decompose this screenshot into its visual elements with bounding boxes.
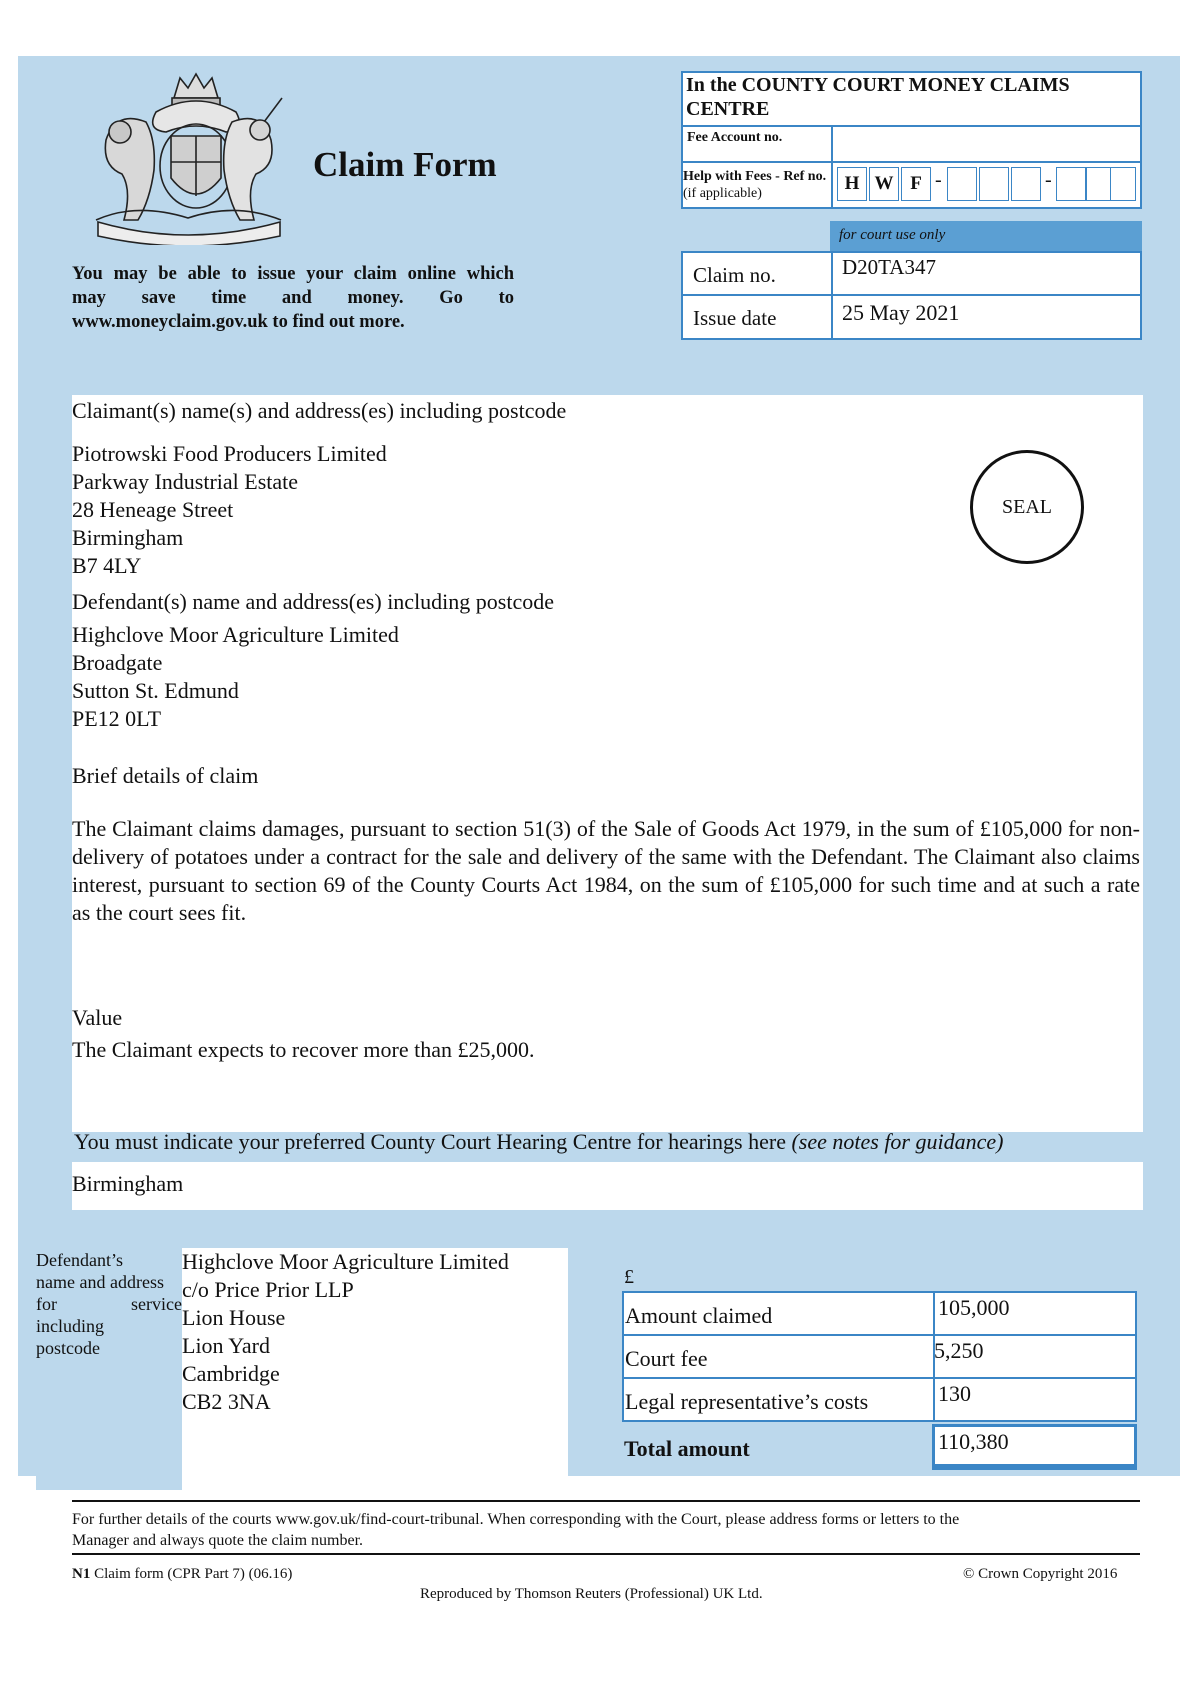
fee-account-input[interactable] <box>835 127 1140 161</box>
claimant-line: B7 4LY <box>72 553 142 578</box>
hwf-divider <box>831 163 833 207</box>
defendant-line: Highclove Moor Agriculture Limited <box>72 622 399 647</box>
court-seal: SEAL <box>970 450 1084 564</box>
for-court-use-header: for court use only <box>830 221 1142 251</box>
service-label-line: postcode <box>36 1338 100 1358</box>
service-label-line: Defendant’s <box>36 1250 123 1270</box>
service-line: CB2 3NA <box>182 1389 271 1414</box>
hwf-digit-6[interactable] <box>1110 167 1136 201</box>
service-address-box[interactable] <box>182 1248 568 1494</box>
help-with-fees-row <box>681 161 1142 209</box>
footer-rule-bottom <box>72 1553 1140 1555</box>
fee-account-divider <box>831 127 833 161</box>
copyright-notice: © Crown Copyright 2016 <box>963 1566 1118 1582</box>
service-line: Lion House <box>182 1305 286 1330</box>
hwf-dash-2: - <box>1045 169 1052 191</box>
hearing-prompt-guidance: (see notes for guidance) <box>791 1129 1004 1154</box>
form-code-rest: Claim form (CPR Part 7) (06.16) <box>94 1566 293 1582</box>
issue-date-value: 25 May 2021 <box>842 300 960 325</box>
fee-account-row <box>681 125 1142 163</box>
claimant-heading: Claimant(s) name(s) and address(es) including postcode <box>72 398 567 423</box>
service-label-line: for service <box>36 1294 182 1314</box>
service-line: c/o Price Prior LLP <box>182 1277 354 1302</box>
hwf-digit-2[interactable] <box>979 167 1009 201</box>
footer-note-line-1: For further details of the courts www.gov.uk/find-court-tribunal. When corresponding with the Court, please address forms or letters to the <box>72 1511 960 1528</box>
brief-details-text: The Claimant claims damages, pursuant to section 51(3) of the Sale of Goods Act 1979, in the sum of £105,000 for non-delivery of potatoes under a contract for the sale and delivery of the same with the Defendant. The Claimant also claims interest, pursuant to section 69 of the County Courts Act 1984, on the sum of £105,000 for such time and at such a rate as the court sees fit. <box>72 816 1140 925</box>
hwf-char-f: F <box>901 167 931 201</box>
hearing-centre-prompt <box>74 1128 1003 1156</box>
value-heading: Value <box>72 1005 123 1030</box>
value-text: The Claimant expects to recover more than £25,000. <box>72 1037 535 1062</box>
form-code-bold: N1 <box>72 1566 91 1582</box>
footer-note-line-2: Manager and always quote the claim number. <box>72 1532 364 1549</box>
footer-note <box>72 1509 1152 1551</box>
amount-divider <box>933 1379 935 1420</box>
hwf-label <box>683 168 831 202</box>
claimant-line: Parkway Industrial Estate <box>72 469 299 494</box>
service-address-label <box>36 1249 182 1359</box>
court-name-box <box>681 71 1142 127</box>
online-notice-line-2: may save time and money. Go to <box>72 288 514 308</box>
form-background-tail <box>36 1476 182 1490</box>
service-label-line: name and address <box>36 1272 164 1292</box>
claimant-line: 28 Heneage Street <box>72 497 234 522</box>
online-notice-line-3: www.moneyclaim.gov.uk to find out more. <box>72 312 405 332</box>
issue-date-divider <box>831 296 833 338</box>
total-amount-value: 110,380 <box>938 1429 1009 1454</box>
hwf-digit-1[interactable] <box>947 167 977 201</box>
hearing-centre-field[interactable] <box>72 1162 1143 1210</box>
amount-row-legal-costs <box>622 1377 1137 1422</box>
service-line: Highclove Moor Agriculture Limited <box>182 1249 509 1274</box>
court-fee-label: Court fee <box>625 1346 708 1371</box>
defendant-line: PE12 0LT <box>72 706 162 731</box>
hwf-digit-3[interactable] <box>1011 167 1041 201</box>
amount-divider <box>933 1293 935 1334</box>
service-label-line: including <box>36 1316 104 1336</box>
reproduced-by: Reproduced by Thomson Reuters (Professional) UK Ltd. <box>420 1586 763 1602</box>
defendant-heading: Defendant(s) name and address(es) including postcode <box>72 589 555 614</box>
online-claim-notice <box>72 262 514 334</box>
court-fee-value: 5,250 <box>934 1338 984 1363</box>
defendant-line: Sutton St. Edmund <box>72 678 239 703</box>
currency-symbol: £ <box>624 1266 634 1288</box>
claim-no-divider <box>831 253 833 294</box>
service-line: Lion Yard <box>182 1333 271 1358</box>
amount-claimed-label: Amount claimed <box>625 1303 773 1328</box>
hwf-label-bold: Help with Fees - Ref no. <box>683 169 827 184</box>
issue-date-row <box>681 294 1142 340</box>
defendant-line: Broadgate <box>72 650 163 675</box>
form-code <box>72 1566 292 1583</box>
defendant-address <box>72 621 399 733</box>
royal-coat-of-arms-icon <box>76 70 301 245</box>
court-name: In the COUNTY COURT MONEY CLAIMS CENTRE <box>686 74 1070 120</box>
amount-claimed-value: 105,000 <box>938 1295 1010 1320</box>
hwf-digit-4[interactable] <box>1056 167 1086 201</box>
fee-account-label: Fee Account no. <box>687 130 783 145</box>
service-line: Cambridge <box>182 1361 280 1386</box>
total-amount-label: Total amount <box>624 1436 750 1461</box>
hwf-label-note: (if applicable) <box>683 186 762 201</box>
legal-costs-label: Legal representative’s costs <box>625 1389 869 1414</box>
amount-row-claimed <box>622 1291 1137 1336</box>
claimant-line: Birmingham <box>72 525 184 550</box>
footer-rule-top <box>72 1500 1140 1502</box>
hwf-dash-1: - <box>935 169 942 191</box>
service-address-lines <box>182 1248 509 1416</box>
amount-row-court-fee <box>622 1334 1137 1379</box>
claim-no-value: D20TA347 <box>842 255 936 279</box>
hearing-centre-value: Birmingham <box>72 1171 184 1196</box>
online-notice-line-1: You may be able to issue your claim online which <box>72 264 514 284</box>
legal-costs-value: 130 <box>938 1381 971 1406</box>
total-amount-box <box>932 1424 1137 1470</box>
hearing-prompt-text: You must indicate your preferred County Court Hearing Centre for hearings here <box>74 1129 786 1154</box>
claim-no-label: Claim no. <box>693 263 776 287</box>
claim-number-row <box>681 251 1142 296</box>
claimant-line: Piotrowski Food Producers Limited <box>72 441 387 466</box>
hwf-char-w: W <box>869 167 899 201</box>
brief-details-heading: Brief details of claim <box>72 763 259 788</box>
form-title: Claim Form <box>313 145 497 184</box>
issue-date-label: Issue date <box>693 306 777 330</box>
claimant-address <box>72 440 387 580</box>
form-background-notch <box>18 1476 36 1490</box>
hwf-char-h: H <box>837 167 867 201</box>
